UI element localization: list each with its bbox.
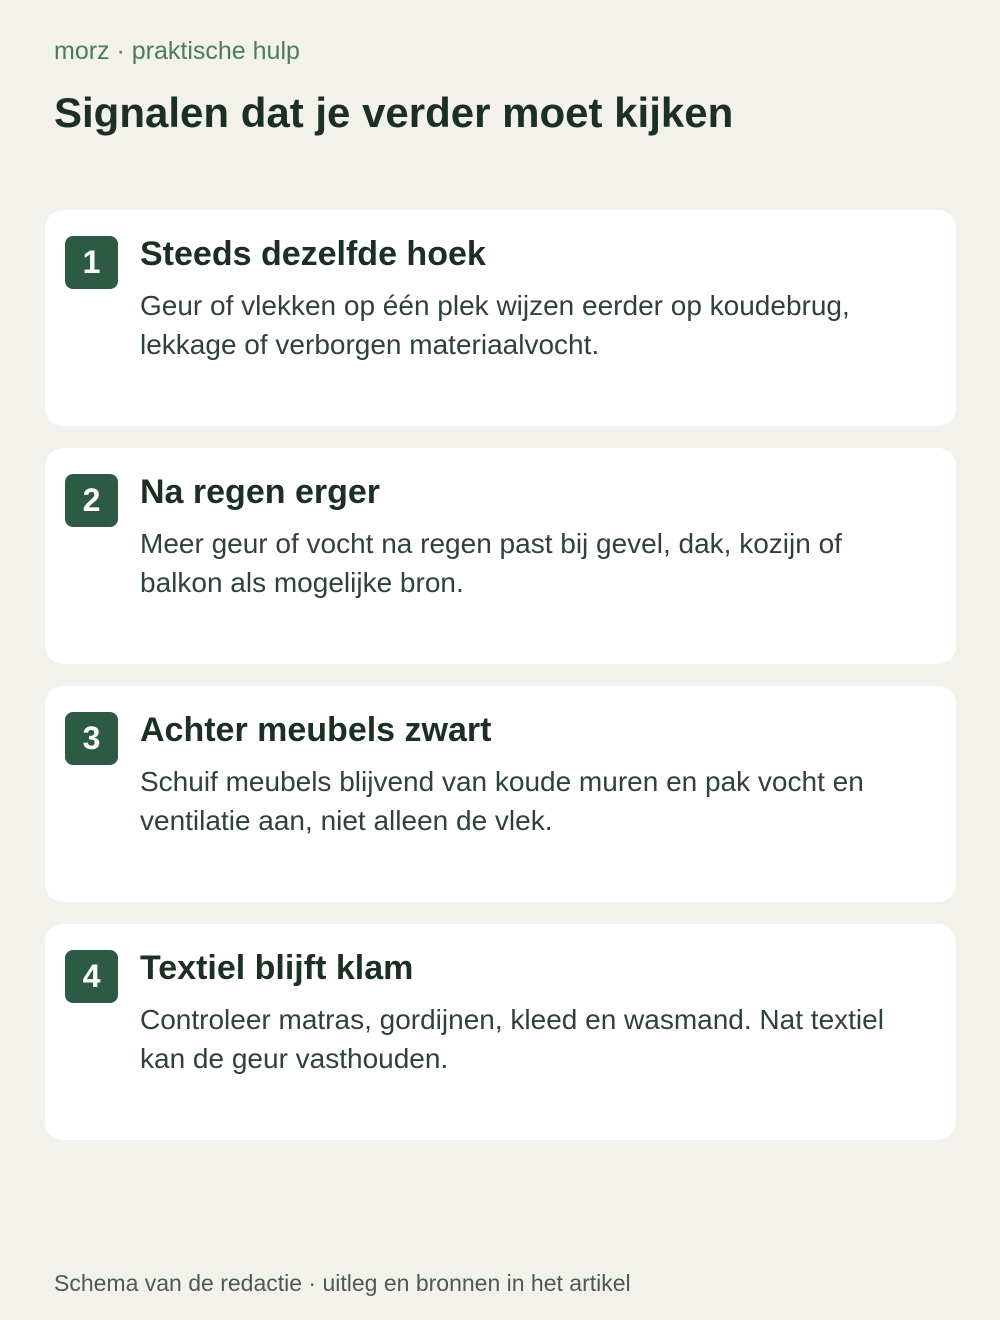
card-title: Na regen erger: [140, 473, 380, 511]
signal-card-1: [45, 210, 956, 426]
signal-card-2: [45, 448, 956, 664]
card-body: Controleer matras, gordijnen, kleed en wasmand. Nat textiel kan de geur vasthouden.: [140, 1004, 884, 1074]
card-body: Schuif meubels blijvend van koude muren en pak vocht en ventilatie aan, niet alleen de vlek.: [140, 766, 864, 836]
card-number-badge: 4: [65, 950, 118, 1003]
card-number-badge: 1: [65, 236, 118, 289]
card-body: Meer geur of vocht na regen past bij gevel, dak, kozijn of balkon als mogelijke bron.: [140, 528, 842, 598]
signal-list: [45, 210, 956, 1162]
card-number-badge: 2: [65, 474, 118, 527]
page-title: Signalen dat je verder moet kijken: [54, 89, 734, 136]
footer-note: Schema van de redactie · uitleg en bronnen in het artikel: [54, 1270, 631, 1296]
card-number-badge: 3: [65, 712, 118, 765]
signal-card-4: [45, 924, 956, 1140]
card-title: Textiel blijft klam: [140, 949, 414, 987]
signal-card-3: [45, 686, 956, 902]
card-body: Geur of vlekken op één plek wijzen eerder op koudebrug, lekkage of verborgen materiaalvocht.: [140, 290, 850, 360]
brand-line: morz · praktische hulp: [54, 37, 300, 65]
card-title: Achter meubels zwart: [140, 711, 492, 749]
card-title: Steeds dezelfde hoek: [140, 235, 486, 273]
